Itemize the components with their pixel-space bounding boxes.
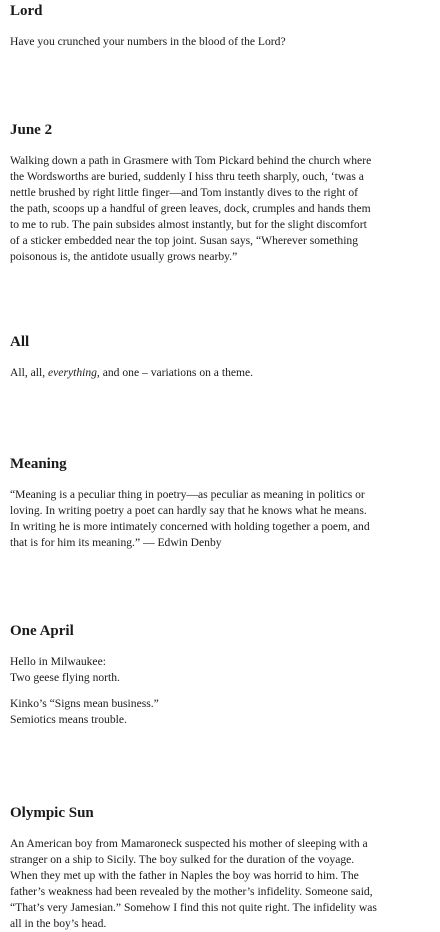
stanza — [10, 696, 430, 728]
entry-title: June 2 — [10, 122, 53, 138]
body-line: “That’s very Jamesian.” Somehow I find this not quite right. The infidelity was — [10, 901, 377, 914]
entry-title: Lord — [10, 3, 43, 19]
body-line — [10, 365, 430, 381]
entry-title: Olympic Sun — [10, 805, 94, 821]
body-line: all in the boy’s head. — [10, 917, 107, 930]
emphasis-text: everything, — [48, 366, 100, 379]
entry-title: Meaning — [10, 456, 67, 472]
body-line: nettle brushed by right little finger—and Tom instantly dives to the right of — [10, 186, 359, 199]
body-line: of a sticker embedded near the top joint. Susan says, “Wherever something — [10, 234, 359, 247]
body-line: Have you crunched your numbers in the blood of the Lord? — [10, 35, 286, 48]
body-line: poisonous is, the antidote usually grows nearby.” — [10, 250, 238, 263]
entry-body — [10, 365, 430, 381]
entry-body — [10, 487, 430, 551]
body-line: An American boy from Mamaroneck suspected his mother of sleeping with a — [10, 837, 368, 850]
body-line: Walking down a path in Grasmere with Tom Pickard behind the church where — [10, 154, 372, 167]
entry-meaning — [10, 455, 430, 551]
body-text: and one – variations on a theme. — [99, 366, 254, 379]
entry-body — [10, 34, 430, 50]
body-line: that is for him its meaning.” — Edwin Denby — [10, 536, 222, 549]
entry-olympic-sun — [10, 804, 430, 932]
stanza — [10, 654, 430, 686]
body-line: When they met up with the father in Naples the boy was horrid to him. The — [10, 869, 359, 882]
body-line: Kinko’s “Signs mean business.” — [10, 697, 159, 710]
body-line: stranger on a ship to Sicily. The boy sulked for the duration of the voyage. — [10, 853, 355, 866]
body-line: In writing he is more intimately concerned with holding together a poem, and — [10, 520, 370, 533]
entry-june-2 — [10, 121, 430, 265]
body-line: “Meaning is a peculiar thing in poetry—as peculiar as meaning in politics or — [10, 488, 365, 501]
entry-all — [10, 333, 430, 381]
body-line: Hello in Milwaukee: — [10, 655, 106, 668]
body-line: loving. In writing poetry a poet can hardly say that he knows what he means. — [10, 504, 367, 517]
body-text: All, all, — [10, 366, 48, 379]
entry-lord — [10, 2, 430, 50]
body-line: the path, scoops up a handful of green leaves, dock, crumples and hands them — [10, 202, 371, 215]
entry-body — [10, 836, 430, 932]
entry-one-april — [10, 622, 430, 728]
body-line: Two geese flying north. — [10, 671, 120, 684]
body-line: Semiotics means trouble. — [10, 713, 127, 726]
body-line: the Wordsworths are buried, suddenly I hiss thru teeth sharply, ouch, ‘twas a — [10, 170, 364, 183]
body-line: to me to rub. The pain subsides almost instantly, but for the slight discomfort — [10, 218, 367, 231]
entry-title: All — [10, 334, 30, 350]
entry-body — [10, 153, 430, 265]
entry-title: One April — [10, 623, 74, 639]
body-line: father’s weakness had been revealed by the mother’s infidelity. Someone said, — [10, 885, 373, 898]
